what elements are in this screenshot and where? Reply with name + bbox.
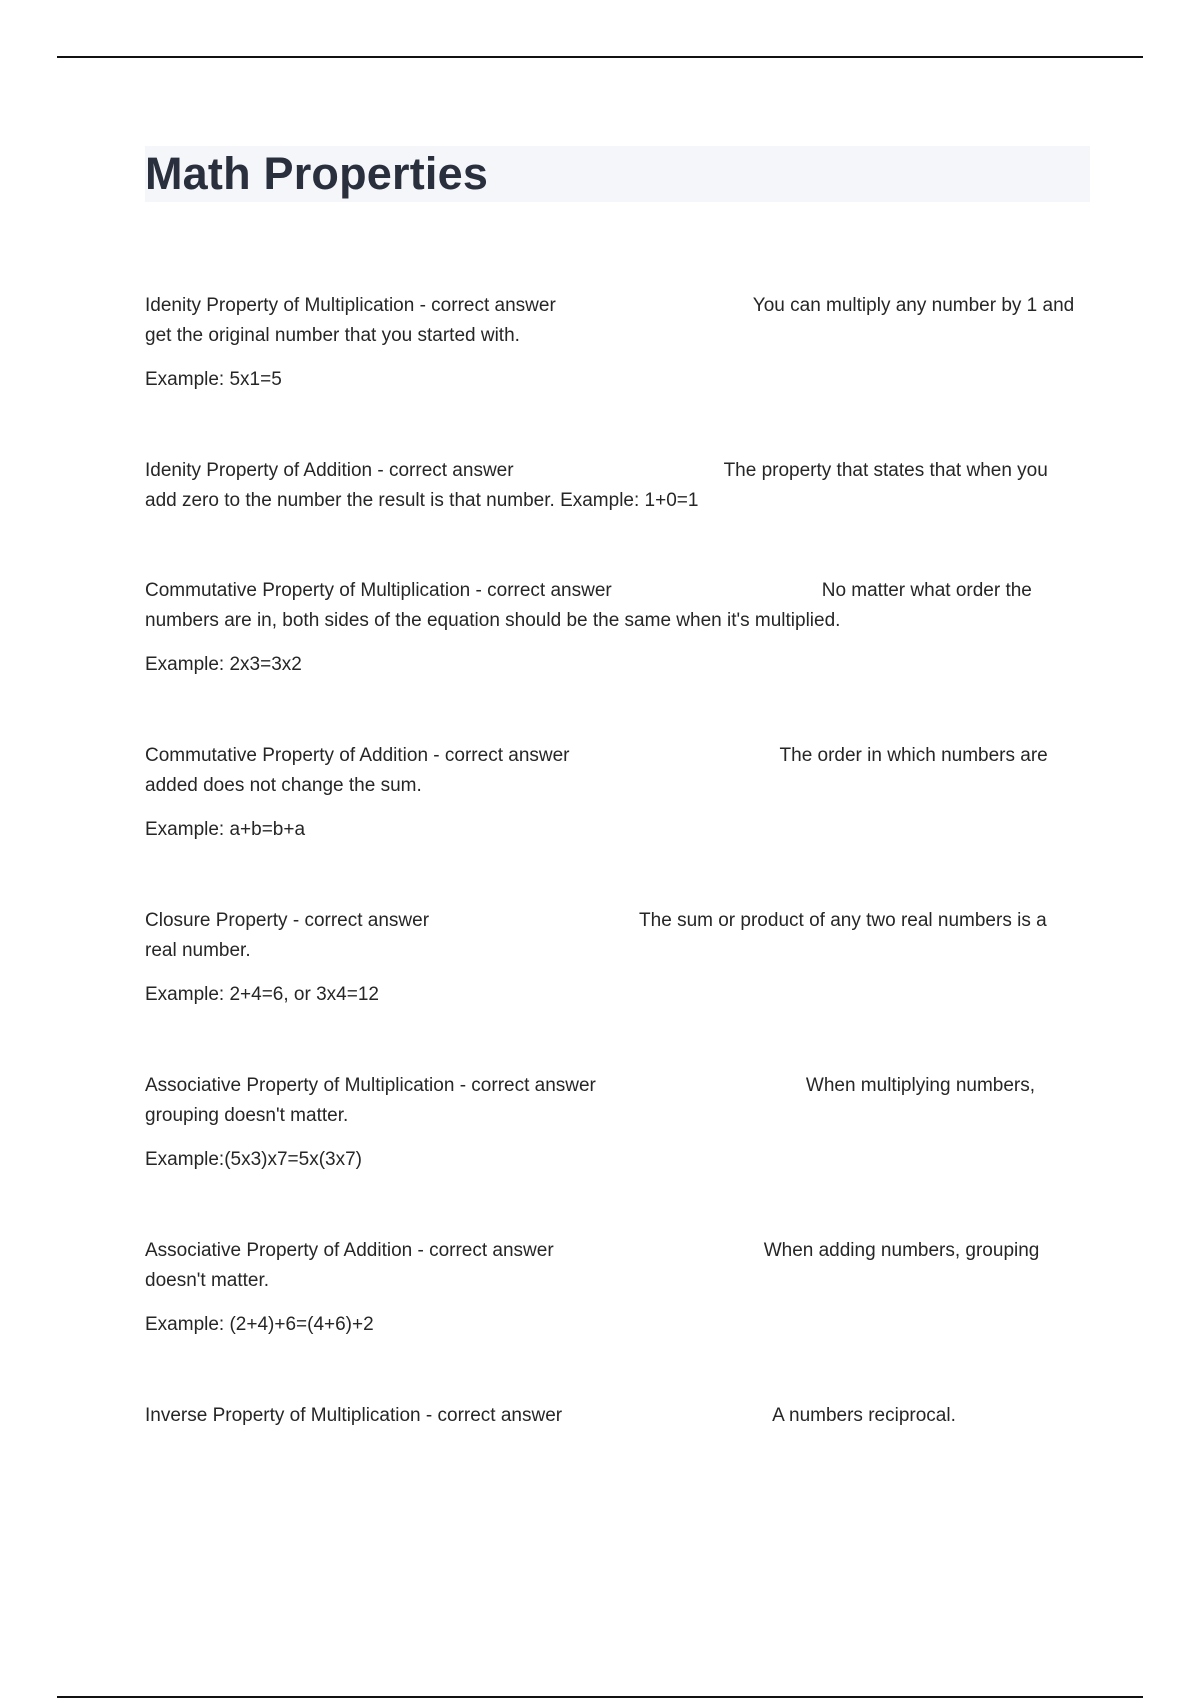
entry-text bbox=[145, 741, 1080, 801]
entry-question: Idenity Property of Addition - correct answer bbox=[145, 460, 514, 481]
entry-example: Example: (2+4)+6=(4+6)+2 bbox=[145, 1314, 374, 1335]
entry-answer: When multiplying numbers, grouping doesn't matter. bbox=[145, 1075, 1036, 1126]
entry-question: Commutative Property of Multiplication - correct answer bbox=[145, 580, 612, 601]
bottom-rule bbox=[57, 1696, 1143, 1698]
flashcard-entry bbox=[145, 291, 1080, 395]
flashcard-entry bbox=[145, 906, 1080, 1010]
entry-question: Commutative Property of Addition - correct answer bbox=[145, 745, 570, 766]
top-rule bbox=[57, 56, 1143, 58]
flashcard-entry bbox=[145, 1071, 1080, 1175]
flashcard-entry bbox=[145, 741, 1080, 845]
entry-text bbox=[145, 291, 1080, 351]
entry-question: Associative Property of Addition - correct answer bbox=[145, 1240, 554, 1261]
entry-answer: The sum or product of any two real numbers is a real number. bbox=[145, 910, 1047, 961]
entry-question: Associative Property of Multiplication - correct answer bbox=[145, 1075, 596, 1096]
entry-example: Example: 2x3=3x2 bbox=[145, 654, 302, 675]
entry-answer: No matter what order the numbers are in, both sides of the equation should be the same when it's multiplied. bbox=[145, 580, 1032, 631]
entry-text bbox=[145, 1071, 1080, 1131]
entry-text bbox=[145, 906, 1080, 966]
entry-example: Example:(5x3)x7=5x(3x7) bbox=[145, 1149, 363, 1170]
entry-text bbox=[145, 1401, 1080, 1431]
flashcard-entry bbox=[145, 1236, 1080, 1340]
entry-text bbox=[145, 456, 1080, 516]
entry-example: Example: 5x1=5 bbox=[145, 369, 282, 390]
entry-text bbox=[145, 576, 1080, 636]
entry-text bbox=[145, 1236, 1080, 1296]
entry-answer: When adding numbers, grouping doesn't matter. bbox=[145, 1240, 1040, 1291]
entry-question: Idenity Property of Multiplication - correct answer bbox=[145, 295, 556, 316]
entry-question: Inverse Property of Multiplication - correct answer bbox=[145, 1405, 563, 1426]
page-title: Math Properties bbox=[145, 148, 489, 199]
entry-question: Closure Property - correct answer bbox=[145, 910, 430, 931]
flashcard-entry bbox=[145, 456, 1080, 516]
entry-answer: A numbers reciprocal. bbox=[772, 1405, 956, 1426]
flashcard-entry bbox=[145, 576, 1080, 680]
entry-answer: You can multiply any number by 1 and get the original number that you started with. bbox=[145, 295, 1075, 346]
flashcard-entry bbox=[145, 1401, 1080, 1431]
entry-answer: The property that states that when you add zero to the number the result is that number. Example: 1+0=1 bbox=[145, 460, 1048, 511]
entry-example: Example: 2+4=6, or 3x4=12 bbox=[145, 984, 379, 1005]
entry-answer: The order in which numbers are added does not change the sum. bbox=[145, 745, 1048, 796]
entry-example: Example: a+b=b+a bbox=[145, 819, 306, 840]
